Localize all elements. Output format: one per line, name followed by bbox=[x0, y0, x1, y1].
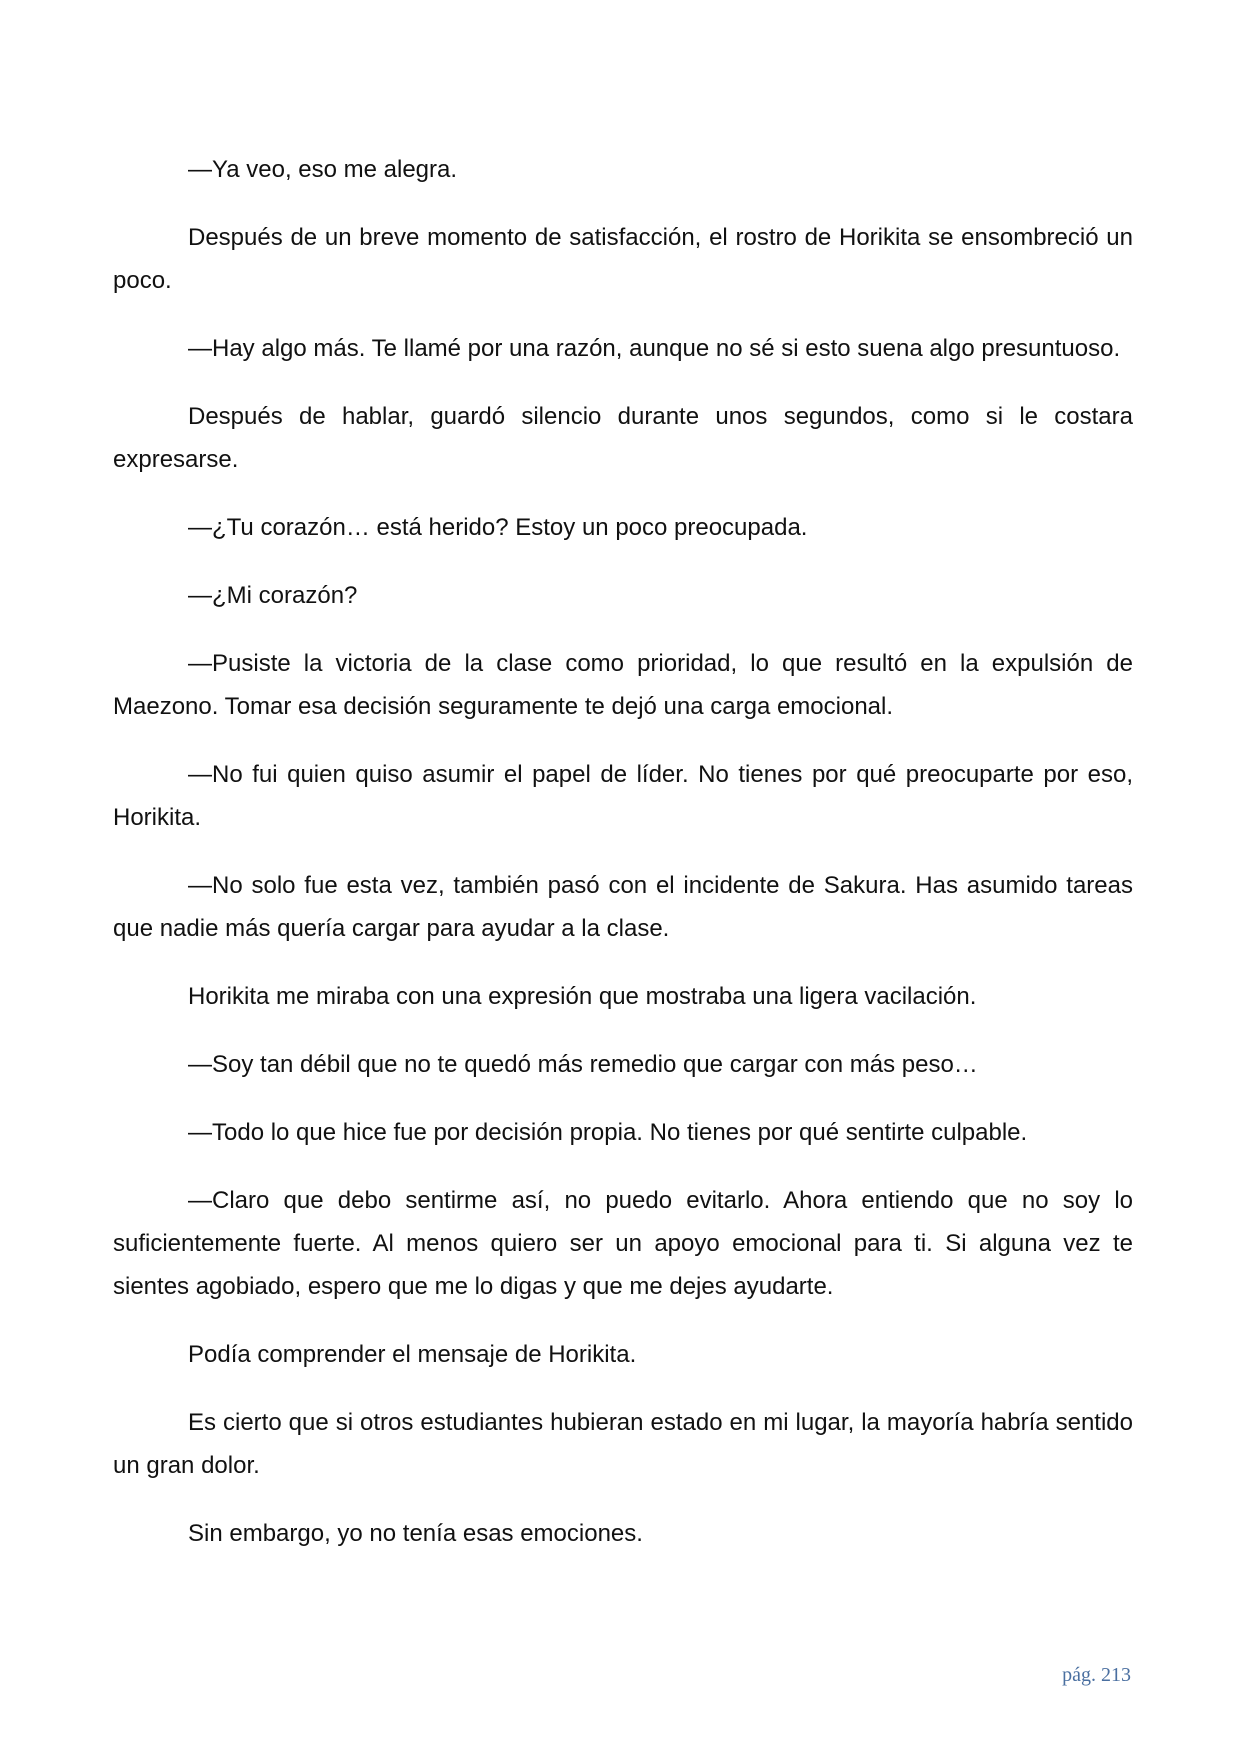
paragraph: —¿Mi corazón? bbox=[188, 582, 358, 609]
paragraph: —Ya veo, eso me alegra. bbox=[188, 156, 458, 183]
paragraph: —Todo lo que hice fue por decisión propia. No tienes por qué sentirte culpable. bbox=[188, 1119, 1028, 1146]
paragraph: —¿Tu corazón… está herido? Estoy un poco preocupada. bbox=[188, 514, 808, 541]
paragraph: —No solo fue esta vez, también pasó con el incidente de Sakura. Has asumido tareas que nadie más quería cargar para ayudar a la clase. bbox=[113, 872, 1133, 942]
paragraph: Sin embargo, yo no tenía esas emociones. bbox=[188, 1520, 643, 1547]
paragraph: —Hay algo más. Te llamé por una razón, aunque no sé si esto suena algo presuntuoso. bbox=[188, 335, 1121, 362]
page-number: pág. 213 bbox=[1062, 1664, 1131, 1686]
paragraph: Después de un breve momento de satisfacción, el rostro de Horikita se ensombreció un poco. bbox=[113, 224, 1133, 294]
body-text bbox=[113, 148, 1133, 1580]
paragraph: —Pusiste la victoria de la clase como prioridad, lo que resultó en la expulsión de Maezono. Tomar esa decisión seguramente te dejó una carga emocional. bbox=[113, 650, 1133, 720]
paragraph: Es cierto que si otros estudiantes hubieran estado en mi lugar, la mayoría habría sentido un gran dolor. bbox=[113, 1409, 1133, 1479]
paragraph: Horikita me miraba con una expresión que mostraba una ligera vacilación. bbox=[188, 983, 977, 1010]
paragraph: Podía comprender el mensaje de Horikita. bbox=[188, 1341, 637, 1368]
paragraph: —Soy tan débil que no te quedó más remedio que cargar con más peso… bbox=[188, 1051, 978, 1078]
paragraph: —No fui quien quiso asumir el papel de líder. No tienes por qué preocuparte por eso, Horikita. bbox=[113, 761, 1133, 831]
paragraph: Después de hablar, guardó silencio durante unos segundos, como si le costara expresarse. bbox=[113, 403, 1133, 473]
paragraph: —Claro que debo sentirme así, no puedo evitarlo. Ahora entiendo que no soy lo suficientemente fuerte. Al menos quiero ser un apoyo emocional para ti. Si alguna vez te sientes agobiado, espero que me lo digas y que me dejes ayudarte. bbox=[113, 1187, 1133, 1300]
